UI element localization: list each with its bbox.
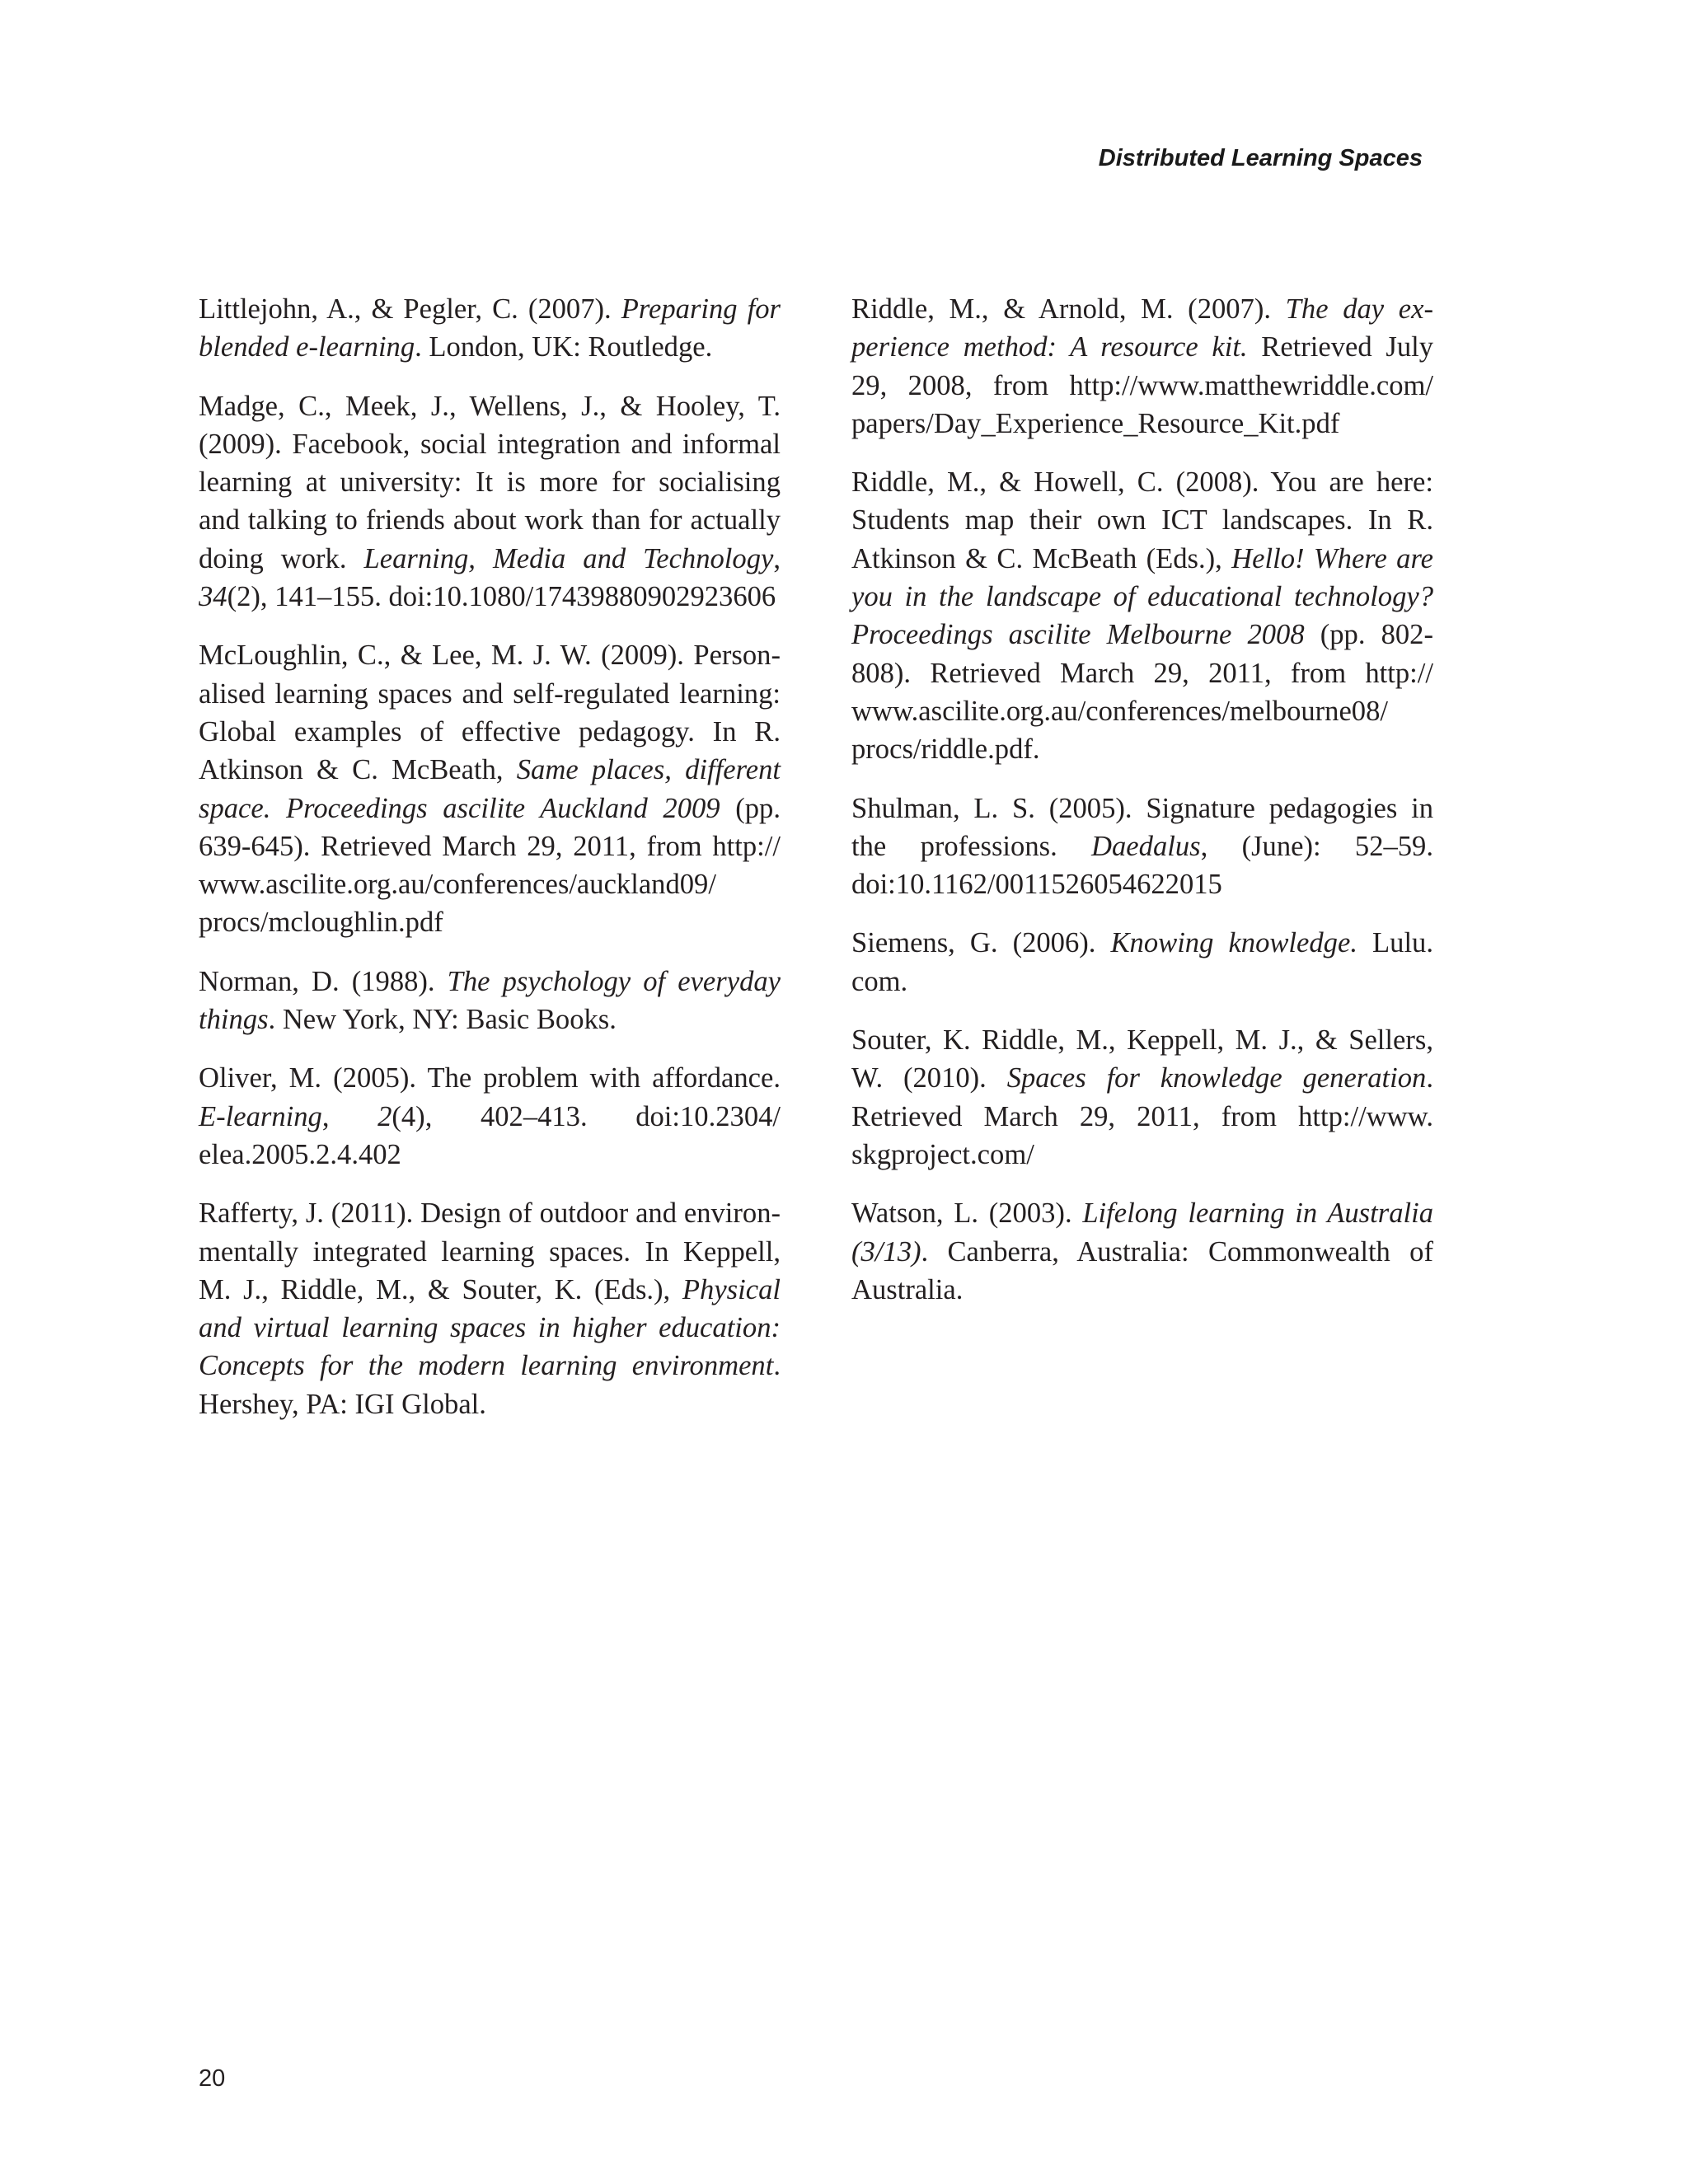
reference-italic-text: Physical and virtual learning spaces in higher education: Concepts for the modern learning environment (199, 1273, 781, 1382)
reference-text: Watson, L. (2003). (851, 1197, 1083, 1230)
reference-list-left-column (199, 290, 781, 1444)
reference-italic-text: 2 (377, 1100, 392, 1132)
reference-text: Siemens, G. (2006). (851, 927, 1111, 959)
running-head-title: Distributed Learning Spaces (1098, 145, 1423, 171)
reference-entry (199, 1194, 781, 1423)
reference-entry (851, 463, 1433, 768)
reference-italic-text: The day experience method: A resource kit. (851, 293, 1433, 363)
reference-text: Lulu.​com. (851, 927, 1433, 997)
reference-entry (199, 963, 781, 1039)
reference-entry (851, 1021, 1433, 1174)
reference-entry (851, 290, 1433, 443)
reference-italic-text: Hello! Where are you in the landscape of educational technology? Proceedings ascilite Melbourne 2008 (851, 542, 1433, 651)
reference-text: . Retrieved March 29, 2011, from http://www.​skgproject.com/ (851, 1062, 1434, 1170)
reference-text: , (June): 52–59. doi:10.1162/0011526054622015 (851, 830, 1433, 901)
reference-text: . Hershey, PA: IGI Global. (199, 1350, 781, 1420)
reference-italic-text: Preparing for blended e-learning (199, 293, 781, 363)
reference-text: Littlejohn, A., & Pegler, C. (2007). (199, 293, 621, 325)
reference-italic-text: Learning, Media and Technology (363, 542, 774, 574)
reference-italic-text: Knowing knowledge. (1110, 927, 1357, 959)
reference-text: Rafferty, J. (2011). Design of outdoor and environmentally integrated learning spaces. In Keppell, M. J., Riddle, M., & Souter, K. (Eds.), (199, 1197, 781, 1305)
reference-text: Madge, C., Meek, J., Wellens, J., & Hooley, T. (2009). Facebook, social integration and informal learning at university: It is more for socialising and talking to friends about work than for actually doing work. (199, 390, 781, 574)
reference-italic-text: Lifelong learning in Australia (3/13) (851, 1197, 1433, 1268)
reference-text: Oliver, M. (2005). The problem with affordance. (199, 1062, 781, 1094)
reference-text: . Canberra, Australia: Commonwealth of Australia. (851, 1235, 1433, 1305)
reference-text: (pp. 802-808). Retrieved March 29, 2011, from http://​www.ascilite.org.au/​conferences/​melbourne08/​procs/​riddle.pdf. (851, 619, 1433, 766)
reference-italic-text: 34 (199, 581, 227, 613)
reference-italic-text: Same places, different space. Proceedings ascilite Auckland 2009 (199, 754, 781, 824)
reference-entry (851, 924, 1433, 1001)
reference-italic-text: Daedalus (1091, 830, 1201, 862)
page-number: 20 (199, 2065, 226, 2092)
reference-text: . New York, NY: Basic Books. (268, 1004, 617, 1036)
reference-italic-text: The psychology of everyday things (199, 965, 781, 1036)
reference-text: Shulman, L. S. (2005). Signature pedagogies in the professions. (851, 792, 1433, 862)
reference-entry (851, 790, 1433, 904)
reference-text: Norman, D. (1988). (199, 965, 448, 997)
reference-text: , (321, 1100, 378, 1132)
reference-text: (pp. 639-645). Retrieved March 29, 2011, from http://​www.ascilite.org.au/​conferences/​auckland09/​procs/​mcloughlin.pdf (199, 792, 781, 939)
reference-text: (4), 402–413. doi:10.2304/​elea.2005.2.4.402 (199, 1100, 781, 1170)
reference-text: (2), 141–155. doi:10.1080/17439880902923606 (227, 581, 776, 613)
reference-entry (199, 387, 781, 616)
reference-text: Riddle, M., & Howell, C. (2008). You are here: Students map their own ICT landscapes. In R. Atkinson & C. McBeath (Eds.), (851, 466, 1433, 574)
reference-text: , (773, 542, 781, 574)
reference-entry (199, 290, 781, 367)
reference-text: . London, UK: Routledge. (415, 331, 713, 363)
reference-list-right-column (851, 290, 1433, 1329)
reference-entry (199, 1059, 781, 1174)
reference-text: Riddle, M., & Arnold, M. (2007). (851, 293, 1286, 325)
reference-italic-text: E-learning (199, 1100, 322, 1132)
reference-entry (199, 636, 781, 941)
reference-italic-text: Spaces for knowledge generation (1006, 1062, 1427, 1094)
reference-text: McLoughlin, C., & Lee, M. J. W. (2009). Personalised learning spaces and self-regulated learning: Global examples of effective pedagogy. In R. Atkinson & C. McBeath, (199, 640, 781, 786)
reference-text: Retrieved July 29, 2008, from http://​www.matthewriddle.com/​papers/​Day_Experience_Resource_Kit.pdf (851, 331, 1433, 439)
reference-entry (851, 1194, 1433, 1309)
reference-text: Souter, K. Riddle, M., Keppell, M. J., & Sellers, W. (2010). (851, 1024, 1433, 1094)
